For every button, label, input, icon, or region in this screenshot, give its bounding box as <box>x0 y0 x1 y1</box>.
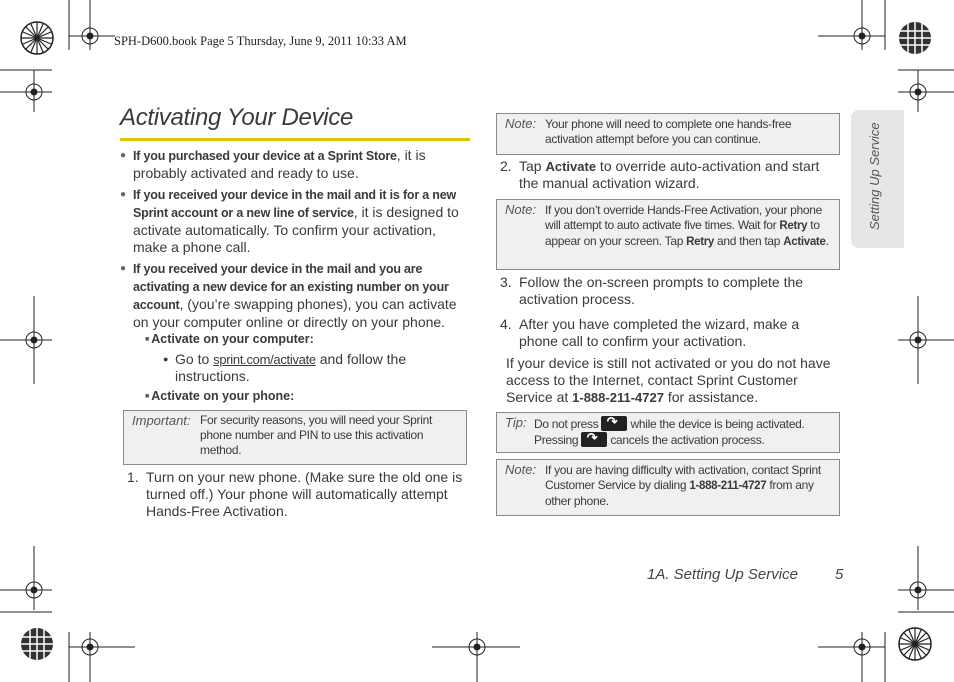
subheading-computer: ■ Activate on your computer: <box>145 332 314 346</box>
bullet-text: , (you’re swapping phones), you can activate on your computer online or directly on your phone. <box>133 296 457 330</box>
square-bullet-icon: ■ <box>145 336 150 343</box>
tip-text: Do not press ↶ while the device is being activated. Pressing ↶ cancels the activation process. <box>534 416 834 448</box>
bullet-dot-icon: ● <box>120 150 127 161</box>
crosshair-mark-icon <box>818 0 885 50</box>
bullet-bold: If you received your device in the mail and you are activating a new device for an existing number on your account <box>133 262 449 312</box>
side-tab-label: Setting Up Service <box>867 122 882 230</box>
starburst-target-icon <box>899 628 931 660</box>
step-3: 3. Follow the on-screen prompts to complete the activation process. <box>500 274 804 307</box>
bullet-dot-icon: ● <box>120 189 127 200</box>
back-key-icon <box>581 432 607 447</box>
back-key-icon <box>601 416 627 431</box>
step-2: 2. Tap Activate to override auto-activation and start the manual activation wizard. <box>500 158 820 191</box>
print-header: SPH-D600.book Page 5 Thursday, June 9, 2011 10:33 AM <box>114 34 407 48</box>
crosshair-mark-icon <box>0 296 52 384</box>
crosshair-mark-icon <box>898 296 954 384</box>
note-box-3 <box>496 459 840 516</box>
bullet-dot-icon: ● <box>163 354 169 364</box>
crosshair-mark-icon <box>898 70 954 112</box>
page-title: Activating Your Device <box>120 104 354 131</box>
bullet-text: , it is probably activated and ready to use. <box>133 147 426 181</box>
note-label: Note: <box>505 462 537 477</box>
note-box-1 <box>496 113 840 155</box>
note-box-2 <box>496 199 840 270</box>
crosshair-mark-icon <box>818 632 885 682</box>
starburst-target-icon <box>21 22 53 54</box>
tip-box <box>496 412 840 453</box>
bullet-item <box>120 147 470 182</box>
step-1: 1. Turn on your new phone. (Make sure the old one is turned off.) Your phone will automatically attempt Hands-Free Activation. <box>127 469 463 519</box>
crosshair-mark-icon <box>898 546 954 610</box>
note-text: If you are having difficulty with activation, contact Sprint Customer Service by dialing 1-888-211-4727 from any other phone. <box>545 463 821 508</box>
checker-target-icon <box>899 22 931 54</box>
bullet-item <box>120 186 470 256</box>
subheading-phone: ■ Activate on your phone: <box>145 389 295 403</box>
footer-section: 1A. Setting Up Service <box>647 566 798 583</box>
crosshair-mark-icon <box>69 632 135 682</box>
bullet-text: , it is designed to activate automatically. To confirm your activation, make a phone call. <box>133 204 459 255</box>
important-label: Important: <box>132 413 191 428</box>
note-label: Note: <box>505 116 537 131</box>
square-bullet-icon: ■ <box>145 393 150 400</box>
note-text: If you don’t override Hands-Free Activation, your phone will attempt to auto activate five times. Wait for Retry to appear on your screen. Tap Retry and then tap Activate. <box>545 203 829 248</box>
checker-target-icon <box>21 628 53 660</box>
bullet-bold: If you received your device in the mail and it is for a new Sprint account or a new line of service <box>133 188 457 220</box>
note-text: Your phone will need to complete one hands-free activation attempt before you can continue. <box>545 117 792 146</box>
important-text: For security reasons, you will need your Sprint phone number and PIN to use this activation method. <box>200 413 433 457</box>
title-rule <box>120 138 470 141</box>
bullet-bold: If you purchased your device at a Sprint Store <box>133 149 397 163</box>
page-number: 5 <box>835 566 844 583</box>
important-box <box>123 410 467 465</box>
crosshair-mark-icon <box>0 70 52 112</box>
bullet-dot-icon: ● <box>120 263 127 274</box>
computer-instruction: ● Go to sprint.com/activate and follow the instructions. <box>163 351 407 384</box>
crosshair-mark-icon <box>432 632 520 682</box>
note-label: Note: <box>505 202 537 217</box>
crosshair-mark-icon <box>69 0 115 50</box>
crosshair-mark-icon <box>0 546 52 610</box>
bullet-item <box>120 260 470 331</box>
activate-link[interactable]: sprint.com/activate <box>213 352 316 367</box>
step-4: 4. After you have completed the wizard, make a phone call to confirm your activation. <box>500 316 800 349</box>
tip-label: Tip: <box>505 415 527 430</box>
assistance-paragraph: If your device is still not activated or you do not have access to the Internet, contact Sprint Customer Service at 1-888-211-4727 for assistance. <box>506 355 831 405</box>
